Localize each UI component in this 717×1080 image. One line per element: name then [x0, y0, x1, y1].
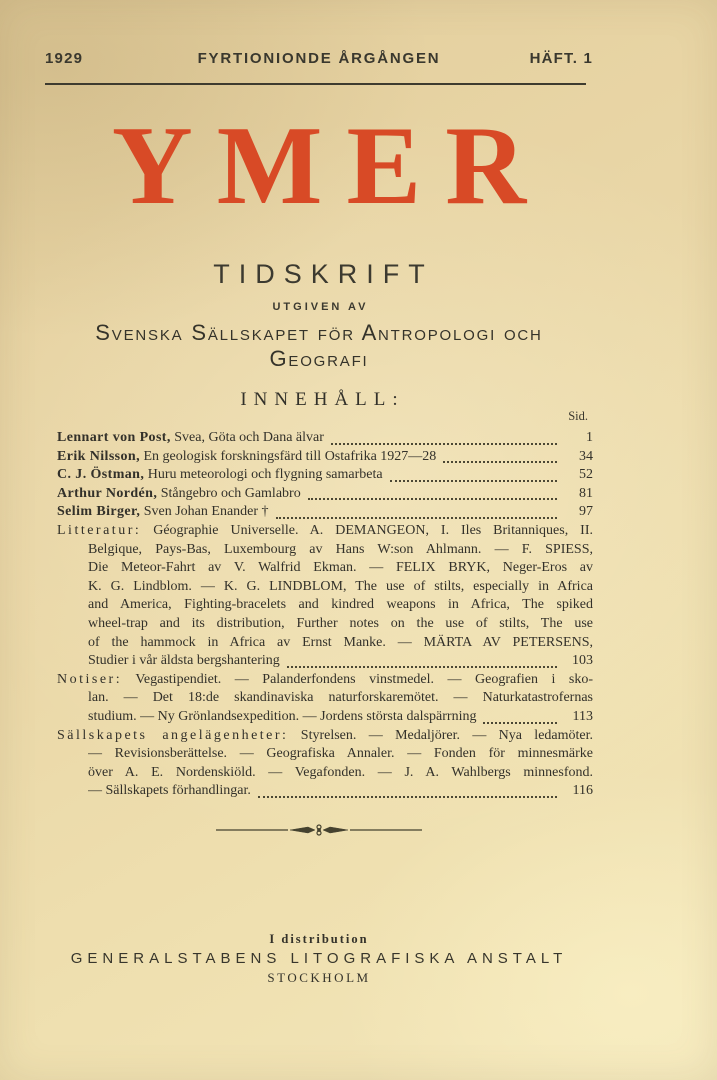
toc-section-notiser: [57, 671, 593, 727]
section-last-line: [88, 652, 593, 671]
masthead: [45, 50, 593, 67]
published-by-label: UTGIVEN AV: [272, 301, 369, 313]
section-line: — Revisionsberättelse. — Geografiska Annaler. — Fonden för minnesmärke: [88, 746, 593, 762]
content-column: [45, 0, 593, 1080]
section-headword: Notiser:: [57, 671, 123, 687]
section-last-line: [88, 708, 593, 727]
toc-article-row: [57, 448, 593, 467]
toc-article-row: [57, 466, 593, 485]
section-line: Die Meteor-Fahrt av V. Walfrid Ekman. — FELIX BRYK, Neger-Eros av: [88, 560, 593, 576]
dot-leader: [308, 498, 557, 500]
page-number: 116: [572, 783, 593, 799]
article-title: En geologisk forskningsfärd till Ostafrika 1927—28: [143, 448, 437, 464]
article-title: Stångebro och Gamlabro: [160, 485, 301, 501]
author-name: Arthur Nordén,: [57, 485, 158, 501]
article-text: [57, 466, 383, 485]
page-number: 1: [586, 430, 593, 445]
article-text: [57, 448, 436, 467]
page-number: 34: [579, 448, 593, 464]
section-last-line: [88, 782, 593, 801]
journal-subtitle: TIDSKRIFT: [213, 259, 434, 289]
page-number: 81: [579, 485, 593, 501]
issue-label: HÄFT. 1: [529, 50, 593, 67]
section-headword: Sällskapets angelägenheter:: [57, 727, 289, 743]
dot-leader: [390, 480, 557, 482]
section-line: wheel-trap and its distribution, Further notes on the use of stilts, The use: [88, 615, 593, 631]
section-line: of the hammock in Africa av Ernst Manke. — MÄRTA AV PETERSENS,: [88, 634, 593, 650]
dot-leader: [276, 517, 557, 519]
section-line: lan. — Det 18:de skandinaviska naturforskaremötet. — Naturkatastrofernas: [88, 690, 593, 706]
author-name: Selim Birger,: [57, 504, 141, 520]
author-name: Lennart von Post,: [57, 430, 171, 445]
toc-section-litteratur: [57, 522, 593, 671]
toc-article-row: [57, 485, 593, 504]
article-title: Svea, Göta och Dana älvar: [174, 430, 324, 445]
printer-name: GENERALSTABENS LITOGRAFISKA ANSTALT: [70, 950, 568, 967]
page-column-label: Sid.: [568, 409, 588, 423]
page-number: 103: [572, 653, 593, 669]
fleuron-divider-icon: [45, 822, 593, 843]
section-first-line-text: Styrelsen. — Medaljörer. — Nya ledamöter.: [300, 727, 593, 743]
section-first-line: [57, 671, 593, 690]
page-number: 52: [579, 467, 593, 483]
section-line: över A. E. Nordenskiöld. — Vegafonden. — J. A. Wahlbergs minnesfond.: [88, 764, 593, 780]
article-title: Huru meteorologi och flygning samarbeta: [147, 467, 383, 483]
toc-section-sallskapets: [57, 727, 593, 801]
section-headword: Litteratur:: [57, 522, 142, 538]
section-first-line-text: Géographie Universelle. A. DEMANGEON, I. Iles Britanniques, II.: [153, 522, 593, 538]
article-text: [57, 485, 301, 504]
dot-leader: [331, 443, 557, 445]
section-first-line: [57, 522, 593, 541]
author-name: Erik Nilsson,: [57, 448, 140, 464]
contents-heading: INNEHÅLL:: [240, 389, 405, 410]
section-line: Belgique, Pays-Bas, Luxembourg av Hans W:son Ahlmann. — F. SPIESS,: [88, 541, 593, 557]
article-text: [57, 429, 324, 448]
article-title: Sven Johan Enander †: [143, 504, 269, 520]
section-last-line-text: — Sällskapets förhandlingar.: [88, 783, 251, 799]
section-last-line-text: Studier i vår äldsta bergshantering: [88, 653, 280, 669]
author-name: C. J. Östman,: [57, 467, 145, 483]
dot-leader: [483, 722, 557, 724]
journal-title: YMER: [111, 104, 551, 228]
printer-city: STOCKHOLM: [267, 970, 371, 985]
table-of-contents: [57, 429, 593, 801]
article-text: [57, 503, 269, 522]
year-label: 1929: [45, 50, 84, 67]
toc-article-row: [57, 429, 593, 448]
page-number: 113: [572, 708, 593, 724]
section-line: K. G. Lindblom. — K. G. LINDBLOM, The use of stilts, especially in Africa: [88, 578, 593, 594]
dot-leader: [287, 666, 557, 668]
section-first-line-text: Vegastipendiet. — Palanderfondens vinstmedel. — Geografien i sko-: [135, 671, 593, 687]
volume-label: FYRTIONIONDE ÅRGÅNGEN: [197, 50, 441, 67]
section-first-line: [57, 727, 593, 746]
imprint: [45, 930, 593, 987]
society-name: Svenska Sällskapet för Antropologi och Geografi: [95, 320, 543, 371]
distribution-label: I distribution: [269, 932, 369, 946]
section-line: and America, Fighting-bracelets and kindred weapons in Africa, The spiked: [88, 597, 593, 613]
dot-leader: [258, 796, 557, 798]
header-rule: [45, 83, 586, 85]
section-last-line-text: studium. — Ny Grönlandsexpedition. — Jordens största dalspärrning: [88, 708, 477, 724]
dot-leader: [443, 461, 557, 463]
page-number: 97: [579, 504, 593, 520]
toc-article-row: [57, 503, 593, 522]
